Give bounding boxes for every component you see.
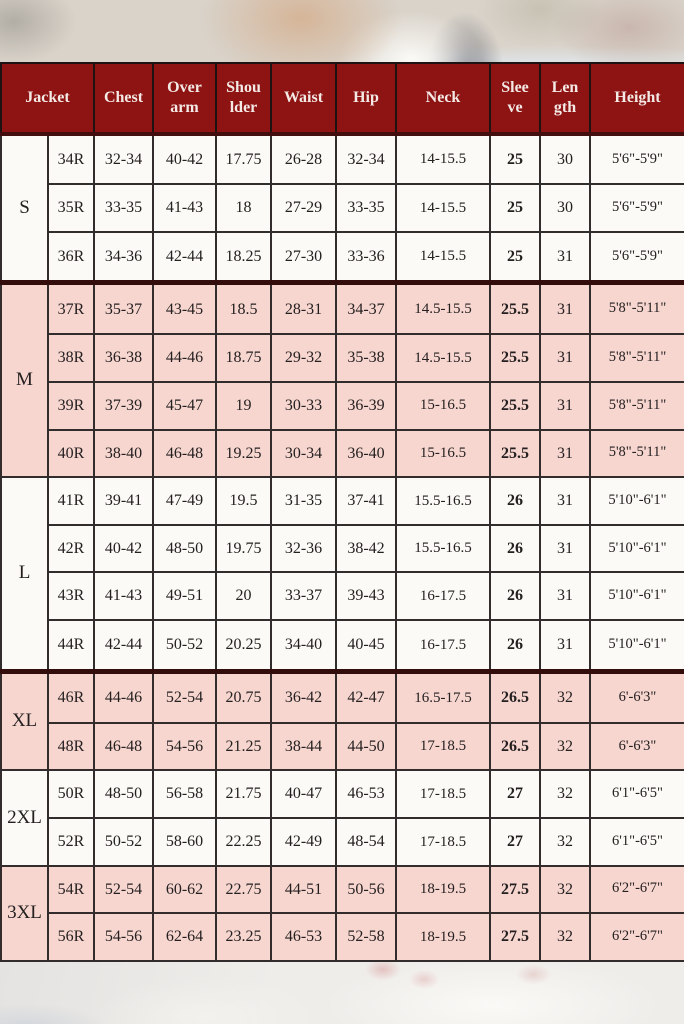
cell-overarm: 41-43 <box>153 184 216 232</box>
cell-length: 32 <box>540 770 590 818</box>
cell-neck: 14-15.5 <box>396 232 490 283</box>
cell-chest: 41-43 <box>94 572 153 620</box>
column-header-neck: Neck <box>396 63 490 134</box>
cell-hip: 44-50 <box>336 723 396 771</box>
size-group-label: M <box>1 283 48 477</box>
cell-length: 31 <box>540 382 590 430</box>
cell-overarm: 42-44 <box>153 232 216 283</box>
cell-jacket: 37R <box>48 283 94 334</box>
table-row <box>1 134 684 184</box>
header-row <box>1 63 684 134</box>
cell-waist: 28-31 <box>271 283 336 334</box>
cell-waist: 29-32 <box>271 334 336 382</box>
table-row <box>1 232 684 283</box>
cell-waist: 42-49 <box>271 818 336 866</box>
cell-height: 5'6"-5'9" <box>590 134 684 184</box>
cell-hip: 37-41 <box>336 477 396 525</box>
cell-neck: 15-16.5 <box>396 382 490 430</box>
cell-neck: 15.5-16.5 <box>396 525 490 573</box>
cell-jacket: 38R <box>48 334 94 382</box>
cell-neck: 14.5-15.5 <box>396 334 490 382</box>
column-header-hip: Hip <box>336 63 396 134</box>
cell-overarm: 50-52 <box>153 620 216 671</box>
cell-waist: 31-35 <box>271 477 336 525</box>
cell-sleeve: 26.5 <box>490 671 540 722</box>
cell-shoulder: 19.5 <box>216 477 271 525</box>
cell-neck: 16-17.5 <box>396 620 490 671</box>
cell-jacket: 35R <box>48 184 94 232</box>
cell-shoulder: 18.75 <box>216 334 271 382</box>
cell-shoulder: 20.25 <box>216 620 271 671</box>
cell-hip: 50-56 <box>336 866 396 914</box>
cell-neck: 17-18.5 <box>396 818 490 866</box>
cell-shoulder: 20.75 <box>216 671 271 722</box>
cell-sleeve: 27 <box>490 770 540 818</box>
cell-waist: 27-30 <box>271 232 336 283</box>
cell-jacket: 36R <box>48 232 94 283</box>
cell-hip: 36-40 <box>336 430 396 478</box>
cell-jacket: 43R <box>48 572 94 620</box>
cell-jacket: 52R <box>48 818 94 866</box>
column-header-jacket: Jacket <box>1 63 94 134</box>
cell-chest: 33-35 <box>94 184 153 232</box>
cell-shoulder: 23.25 <box>216 913 271 961</box>
background-photo-top <box>0 0 684 62</box>
table-row <box>1 620 684 671</box>
cell-waist: 38-44 <box>271 723 336 771</box>
cell-chest: 46-48 <box>94 723 153 771</box>
cell-sleeve: 26 <box>490 620 540 671</box>
cell-hip: 33-36 <box>336 232 396 283</box>
cell-chest: 34-36 <box>94 232 153 283</box>
cell-neck: 17-18.5 <box>396 770 490 818</box>
cell-overarm: 40-42 <box>153 134 216 184</box>
size-group-label: 2XL <box>1 770 48 865</box>
cell-chest: 48-50 <box>94 770 153 818</box>
cell-sleeve: 25.5 <box>490 334 540 382</box>
cell-sleeve: 25 <box>490 232 540 283</box>
cell-neck: 18-19.5 <box>396 913 490 961</box>
cell-overarm: 52-54 <box>153 671 216 722</box>
cell-waist: 30-34 <box>271 430 336 478</box>
cell-sleeve: 25.5 <box>490 283 540 334</box>
cell-hip: 48-54 <box>336 818 396 866</box>
cell-height: 5'8"-5'11" <box>590 283 684 334</box>
cell-jacket: 39R <box>48 382 94 430</box>
cell-chest: 32-34 <box>94 134 153 184</box>
cell-neck: 18-19.5 <box>396 866 490 914</box>
cell-sleeve: 25 <box>490 184 540 232</box>
cell-jacket: 42R <box>48 525 94 573</box>
cell-neck: 16.5-17.5 <box>396 671 490 722</box>
cell-shoulder: 20 <box>216 572 271 620</box>
cell-height: 5'8"-5'11" <box>590 382 684 430</box>
column-header-height: Height <box>590 63 684 134</box>
cell-length: 31 <box>540 283 590 334</box>
cell-chest: 54-56 <box>94 913 153 961</box>
background-photo-bottom <box>0 962 684 1024</box>
table-row <box>1 913 684 961</box>
cell-length: 31 <box>540 430 590 478</box>
cell-length: 31 <box>540 572 590 620</box>
cell-hip: 36-39 <box>336 382 396 430</box>
cell-sleeve: 26 <box>490 525 540 573</box>
cell-sleeve: 27 <box>490 818 540 866</box>
cell-chest: 37-39 <box>94 382 153 430</box>
cell-length: 31 <box>540 620 590 671</box>
cell-shoulder: 18.25 <box>216 232 271 283</box>
cell-neck: 14.5-15.5 <box>396 283 490 334</box>
cell-shoulder: 21.75 <box>216 770 271 818</box>
cell-neck: 16-17.5 <box>396 572 490 620</box>
cell-chest: 40-42 <box>94 525 153 573</box>
cell-length: 31 <box>540 334 590 382</box>
cell-neck: 17-18.5 <box>396 723 490 771</box>
cell-jacket: 48R <box>48 723 94 771</box>
cell-neck: 14-15.5 <box>396 134 490 184</box>
table-row <box>1 770 684 818</box>
cell-overarm: 43-45 <box>153 283 216 334</box>
cell-hip: 34-37 <box>336 283 396 334</box>
size-group-label: XL <box>1 671 48 770</box>
cell-overarm: 54-56 <box>153 723 216 771</box>
cell-hip: 42-47 <box>336 671 396 722</box>
table-row <box>1 866 684 914</box>
cell-height: 5'10"-6'1" <box>590 620 684 671</box>
cell-shoulder: 22.25 <box>216 818 271 866</box>
cell-chest: 42-44 <box>94 620 153 671</box>
table-row <box>1 671 684 722</box>
cell-height: 5'10"-6'1" <box>590 572 684 620</box>
cell-waist: 46-53 <box>271 913 336 961</box>
cell-chest: 35-37 <box>94 283 153 334</box>
cell-hip: 52-58 <box>336 913 396 961</box>
column-header-sleeve: Slee ve <box>490 63 540 134</box>
table-row <box>1 382 684 430</box>
cell-jacket: 34R <box>48 134 94 184</box>
cell-height: 5'6"-5'9" <box>590 232 684 283</box>
cell-length: 31 <box>540 232 590 283</box>
cell-overarm: 48-50 <box>153 525 216 573</box>
size-group-label: L <box>1 477 48 671</box>
cell-sleeve: 25.5 <box>490 430 540 478</box>
table-row <box>1 283 684 334</box>
cell-overarm: 60-62 <box>153 866 216 914</box>
cell-neck: 14-15.5 <box>396 184 490 232</box>
table-row <box>1 723 684 771</box>
cell-height: 5'6"-5'9" <box>590 184 684 232</box>
cell-overarm: 44-46 <box>153 334 216 382</box>
cell-hip: 35-38 <box>336 334 396 382</box>
cell-hip: 32-34 <box>336 134 396 184</box>
cell-sleeve: 26 <box>490 477 540 525</box>
column-header-chest: Chest <box>94 63 153 134</box>
cell-height: 5'10"-6'1" <box>590 477 684 525</box>
table-row <box>1 430 684 478</box>
cell-neck: 15.5-16.5 <box>396 477 490 525</box>
cell-waist: 33-37 <box>271 572 336 620</box>
cell-overarm: 49-51 <box>153 572 216 620</box>
cell-waist: 32-36 <box>271 525 336 573</box>
cell-chest: 50-52 <box>94 818 153 866</box>
cell-jacket: 40R <box>48 430 94 478</box>
cell-shoulder: 18.5 <box>216 283 271 334</box>
cell-sleeve: 25 <box>490 134 540 184</box>
cell-shoulder: 21.25 <box>216 723 271 771</box>
cell-overarm: 45-47 <box>153 382 216 430</box>
cell-waist: 36-42 <box>271 671 336 722</box>
cell-height: 6'2"-6'7" <box>590 866 684 914</box>
cell-length: 30 <box>540 134 590 184</box>
cell-height: 6'-6'3" <box>590 671 684 722</box>
cell-overarm: 47-49 <box>153 477 216 525</box>
cell-chest: 38-40 <box>94 430 153 478</box>
cell-chest: 44-46 <box>94 671 153 722</box>
cell-hip: 46-53 <box>336 770 396 818</box>
cell-sleeve: 26 <box>490 572 540 620</box>
cell-sleeve: 27.5 <box>490 866 540 914</box>
size-group-label: 3XL <box>1 866 48 961</box>
cell-height: 6'-6'3" <box>590 723 684 771</box>
size-chart-table <box>0 62 684 962</box>
cell-hip: 39-43 <box>336 572 396 620</box>
cell-length: 32 <box>540 671 590 722</box>
cell-overarm: 62-64 <box>153 913 216 961</box>
cell-overarm: 46-48 <box>153 430 216 478</box>
table-row <box>1 477 684 525</box>
cell-neck: 15-16.5 <box>396 430 490 478</box>
cell-jacket: 56R <box>48 913 94 961</box>
cell-height: 5'8"-5'11" <box>590 334 684 382</box>
cell-chest: 52-54 <box>94 866 153 914</box>
cell-shoulder: 19.75 <box>216 525 271 573</box>
cell-waist: 30-33 <box>271 382 336 430</box>
cell-overarm: 58-60 <box>153 818 216 866</box>
cell-sleeve: 25.5 <box>490 382 540 430</box>
cell-length: 32 <box>540 818 590 866</box>
cell-sleeve: 27.5 <box>490 913 540 961</box>
cell-waist: 34-40 <box>271 620 336 671</box>
cell-shoulder: 17.75 <box>216 134 271 184</box>
column-header-waist: Waist <box>271 63 336 134</box>
cell-shoulder: 19 <box>216 382 271 430</box>
cell-length: 32 <box>540 913 590 961</box>
cell-waist: 27-29 <box>271 184 336 232</box>
table-row <box>1 525 684 573</box>
cell-length: 31 <box>540 525 590 573</box>
cell-length: 30 <box>540 184 590 232</box>
table-row <box>1 818 684 866</box>
cell-chest: 39-41 <box>94 477 153 525</box>
column-header-shoulder: Shou lder <box>216 63 271 134</box>
cell-sleeve: 26.5 <box>490 723 540 771</box>
cell-chest: 36-38 <box>94 334 153 382</box>
cell-overarm: 56-58 <box>153 770 216 818</box>
cell-height: 5'8"-5'11" <box>590 430 684 478</box>
table-row <box>1 334 684 382</box>
column-header-length: Len gth <box>540 63 590 134</box>
cell-waist: 44-51 <box>271 866 336 914</box>
cell-shoulder: 22.75 <box>216 866 271 914</box>
column-header-overarm: Over arm <box>153 63 216 134</box>
cell-shoulder: 19.25 <box>216 430 271 478</box>
cell-waist: 26-28 <box>271 134 336 184</box>
size-group-label: S <box>1 134 48 283</box>
cell-jacket: 46R <box>48 671 94 722</box>
cell-hip: 40-45 <box>336 620 396 671</box>
cell-hip: 33-35 <box>336 184 396 232</box>
cell-height: 6'2"-6'7" <box>590 913 684 961</box>
cell-height: 5'10"-6'1" <box>590 525 684 573</box>
cell-shoulder: 18 <box>216 184 271 232</box>
cell-jacket: 44R <box>48 620 94 671</box>
cell-length: 32 <box>540 866 590 914</box>
cell-jacket: 41R <box>48 477 94 525</box>
cell-height: 6'1"-6'5" <box>590 770 684 818</box>
cell-waist: 40-47 <box>271 770 336 818</box>
table-row <box>1 572 684 620</box>
cell-height: 6'1"-6'5" <box>590 818 684 866</box>
table-row <box>1 184 684 232</box>
cell-length: 32 <box>540 723 590 771</box>
cell-length: 31 <box>540 477 590 525</box>
cell-jacket: 54R <box>48 866 94 914</box>
cell-jacket: 50R <box>48 770 94 818</box>
cell-hip: 38-42 <box>336 525 396 573</box>
